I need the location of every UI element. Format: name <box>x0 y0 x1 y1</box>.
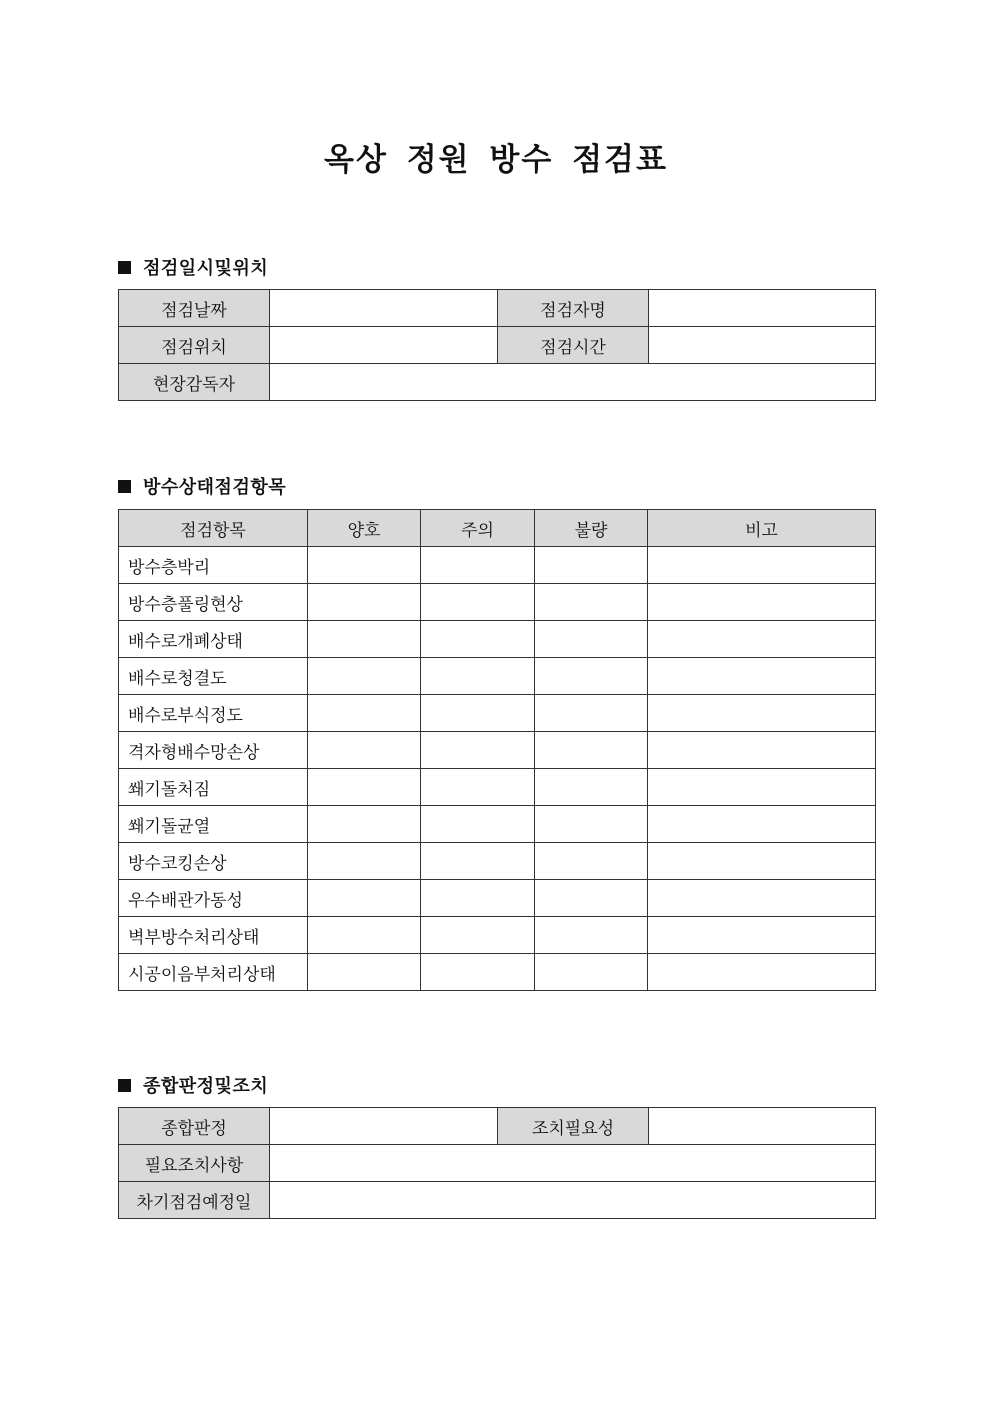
remarks-cell[interactable] <box>648 843 876 880</box>
table-row <box>119 621 876 658</box>
table-row <box>119 1108 876 1145</box>
bad-cell[interactable] <box>535 658 648 695</box>
table-row <box>119 695 876 732</box>
table-row <box>119 547 876 584</box>
remarks-cell[interactable] <box>648 880 876 917</box>
column-header-caution: 주의 <box>421 510 535 547</box>
remarks-cell[interactable] <box>648 732 876 769</box>
section-heading-waterproof-check <box>118 473 286 499</box>
label-site-supervisor: 현장감독자 <box>119 364 270 401</box>
caution-cell[interactable] <box>421 584 535 621</box>
table-row <box>119 954 876 991</box>
label-inspection-time: 점검시간 <box>498 327 649 364</box>
caution-cell[interactable] <box>421 732 535 769</box>
good-cell[interactable] <box>308 732 421 769</box>
good-cell[interactable] <box>308 954 421 991</box>
action-necessity-field[interactable] <box>649 1108 876 1145</box>
remarks-cell[interactable] <box>648 769 876 806</box>
caution-cell[interactable] <box>421 954 535 991</box>
next-inspection-date-field[interactable] <box>270 1182 876 1219</box>
waterproof-check-table <box>118 509 876 991</box>
caution-cell[interactable] <box>421 695 535 732</box>
label-next-inspection-date: 차기점검예정일 <box>119 1182 270 1219</box>
column-header-bad: 불량 <box>535 510 648 547</box>
table-row <box>119 917 876 954</box>
table-row <box>119 732 876 769</box>
check-item-label: 방수층박리 <box>119 547 308 584</box>
table-row <box>119 1182 876 1219</box>
check-item-label: 벽부방수처리상태 <box>119 917 308 954</box>
bad-cell[interactable] <box>535 806 648 843</box>
check-item-label: 쐐기돌처짐 <box>119 769 308 806</box>
caution-cell[interactable] <box>421 917 535 954</box>
check-item-label: 배수로부식정도 <box>119 695 308 732</box>
label-inspector-name: 점검자명 <box>498 290 649 327</box>
table-row <box>119 658 876 695</box>
check-item-label: 쐐기돌균열 <box>119 806 308 843</box>
section-heading-overall-judgement <box>118 1072 268 1098</box>
black-square-icon <box>118 261 131 274</box>
good-cell[interactable] <box>308 769 421 806</box>
table-row <box>119 843 876 880</box>
remarks-cell[interactable] <box>648 954 876 991</box>
bad-cell[interactable] <box>535 584 648 621</box>
column-header-item: 점검항목 <box>119 510 308 547</box>
remarks-cell[interactable] <box>648 658 876 695</box>
caution-cell[interactable] <box>421 769 535 806</box>
section-heading-text: 방수상태점검항목 <box>143 477 287 498</box>
check-item-label: 방수층풀링현상 <box>119 584 308 621</box>
bad-cell[interactable] <box>535 695 648 732</box>
check-item-label: 시공이음부처리상태 <box>119 954 308 991</box>
caution-cell[interactable] <box>421 621 535 658</box>
bad-cell[interactable] <box>535 732 648 769</box>
bad-cell[interactable] <box>535 621 648 658</box>
label-inspection-date: 점검날짜 <box>119 290 270 327</box>
column-header-good: 양호 <box>308 510 421 547</box>
site-supervisor-field[interactable] <box>270 364 876 401</box>
label-required-action: 필요조치사항 <box>119 1145 270 1182</box>
table-row <box>119 806 876 843</box>
bad-cell[interactable] <box>535 769 648 806</box>
check-item-label: 배수로청결도 <box>119 658 308 695</box>
check-item-label: 격자형배수망손상 <box>119 732 308 769</box>
caution-cell[interactable] <box>421 880 535 917</box>
black-square-icon <box>118 480 131 493</box>
table-row <box>119 1145 876 1182</box>
section-heading-inspection-info <box>118 254 268 280</box>
inspector-name-field[interactable] <box>649 290 876 327</box>
caution-cell[interactable] <box>421 658 535 695</box>
section-heading-text: 점검일시및위치 <box>143 258 269 279</box>
table-row <box>119 364 876 401</box>
bad-cell[interactable] <box>535 917 648 954</box>
table-header-row <box>119 510 876 547</box>
label-overall-judgement: 종합판정 <box>119 1108 270 1145</box>
label-inspection-location: 점검위치 <box>119 327 270 364</box>
inspection-date-field[interactable] <box>270 290 498 327</box>
table-row <box>119 327 876 364</box>
inspection-info-table <box>118 289 876 401</box>
label-action-necessity: 조치필요성 <box>498 1108 649 1145</box>
good-cell[interactable] <box>308 658 421 695</box>
remarks-cell[interactable] <box>648 917 876 954</box>
remarks-cell[interactable] <box>648 695 876 732</box>
good-cell[interactable] <box>308 695 421 732</box>
good-cell[interactable] <box>308 880 421 917</box>
caution-cell[interactable] <box>421 806 535 843</box>
bad-cell[interactable] <box>535 954 648 991</box>
overall-judgement-table <box>118 1107 876 1219</box>
black-square-icon <box>118 1079 131 1092</box>
check-item-label: 방수코킹손상 <box>119 843 308 880</box>
remarks-cell[interactable] <box>648 806 876 843</box>
remarks-cell[interactable] <box>648 621 876 658</box>
good-cell[interactable] <box>308 584 421 621</box>
check-item-label: 우수배관가동성 <box>119 880 308 917</box>
remarks-cell[interactable] <box>648 547 876 584</box>
remarks-cell[interactable] <box>648 584 876 621</box>
good-cell[interactable] <box>308 843 421 880</box>
check-item-label: 배수로개폐상태 <box>119 621 308 658</box>
bad-cell[interactable] <box>535 843 648 880</box>
good-cell[interactable] <box>308 547 421 584</box>
inspection-time-field[interactable] <box>649 327 876 364</box>
required-action-field[interactable] <box>270 1145 876 1182</box>
overall-judgement-field[interactable] <box>270 1108 498 1145</box>
good-cell[interactable] <box>308 806 421 843</box>
page-title: 옥상 정원 방수 점검표 <box>324 142 668 178</box>
table-row <box>119 584 876 621</box>
table-row <box>119 290 876 327</box>
section-heading-text: 종합판정및조치 <box>143 1076 269 1097</box>
good-cell[interactable] <box>308 621 421 658</box>
caution-cell[interactable] <box>421 843 535 880</box>
inspection-location-field[interactable] <box>270 327 498 364</box>
bad-cell[interactable] <box>535 880 648 917</box>
table-row <box>119 880 876 917</box>
table-row <box>119 769 876 806</box>
caution-cell[interactable] <box>421 547 535 584</box>
good-cell[interactable] <box>308 917 421 954</box>
bad-cell[interactable] <box>535 547 648 584</box>
column-header-remarks: 비고 <box>648 510 876 547</box>
